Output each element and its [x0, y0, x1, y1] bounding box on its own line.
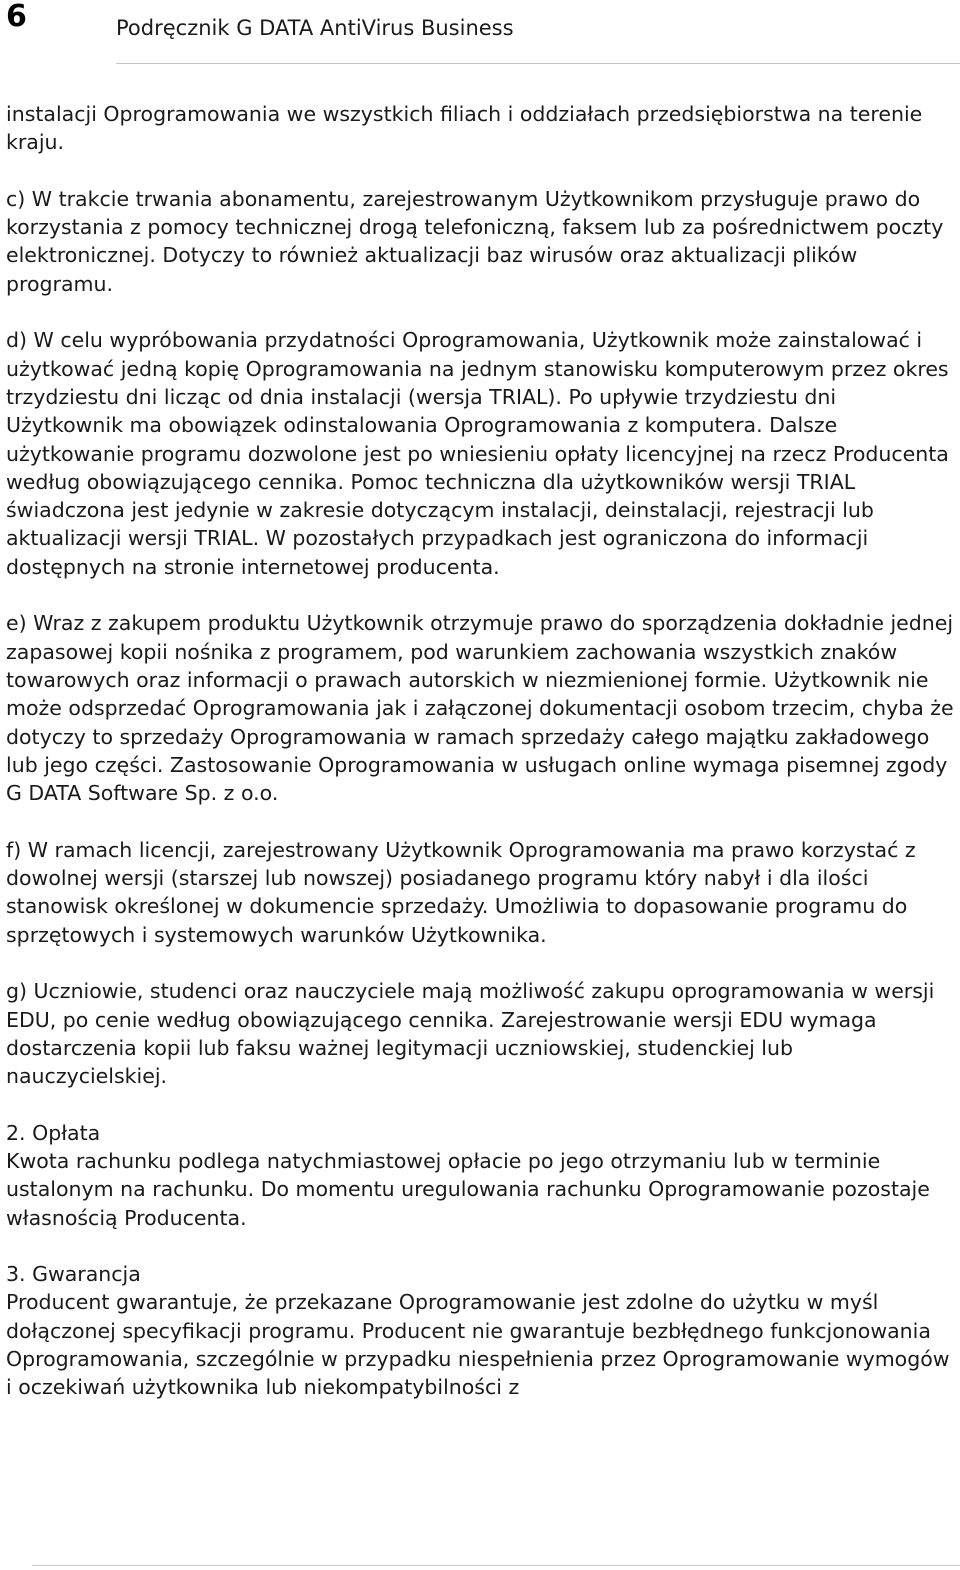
paragraph-continuation: instalacji Oprogramowania we wszystkich filiach i oddziałach przedsiębiorstwa na terenie kraju. — [6, 102, 923, 155]
paragraph-f: f) W ramach licencji, zarejestrowany Użytkownik Oprogramowania ma prawo korzystać z dowolnej wersji (starszej lub nowszej) posiadanego programu który nabył i dla ilości stanowisk określonej w dokumencie sprzedaży. Umożliwia to dopasowanie programu do sprzętowych i systemowych warunków Użytkownika. — [6, 837, 916, 947]
paragraph-d: d) W celu wypróbowania przydatności Oprogramowania, Użytkownik może zainstalować i użytkować jedną kopię Oprogramowania na jednym stanowisku komputerowym przez okres trzydziestu dni licząc od dnia instalacji (wersja TRIAL). Po upływie trzydziestu dni Użytkownik ma obowiązek odinstalowania Oprogramowania z komputera. Dalsze użytkowanie programu dozwolone jest po wniesieniu opłaty licencyjnej na rzecz Producenta według obowiązującego cennika. Pomoc techniczna dla użytkowników wersji TRIAL świadczona jest jedynie w zakresie dotyczącym instalacji, deinstalacji, rejestracji lub aktualizacji wersji TRIAL. W pozostałych przypadkach jest ograniczona do informacji dostępnych na stronie internetowej producenta. — [6, 328, 949, 579]
section-heading: 2. Opłata — [6, 1120, 101, 1145]
paragraph-e: e) Wraz z zakupem produktu Użytkownik otrzymuje prawo do sporządzenia dokładnie jednej zapasowej kopii nośnika z programem, pod warunkiem zachowania wszystkich znaków towarowych oraz informacji o prawach autorskich w niezmienionej formie. Użytkownik nie może odsprzedać Oprogramowania jak i załączonej dokumentacji osobom trzecim, chyba że dotyczy to sprzedaży Oprogramowania w ramach sprzedaży całego majątku zakładowego lub jego części. Zastosowanie Oprogramowania w usługach online wymaga pisemnej zgody G DATA Software Sp. z o.o. — [6, 611, 954, 806]
section-body: Producent gwarantuje, że przekazane Oprogramowanie jest zdolne do użytku w myśl dołączonej specyfikacji programu. Producent nie gwarantuje bezbłędnego funkcjonowania Oprogramowania, szczególnie w przypadku niespełnienia przez Oprogramowanie wymogów i oczekiwań użytkownika lub niekompatybilności z — [6, 1290, 950, 1400]
section-body: Kwota rachunku podlega natychmiastowej opłacie po jego otrzymaniu lub w terminie ustalonym na rachunku. Do momentu uregulowania rachunku Oprogramowanie pozostaje własnością Producenta. — [6, 1148, 930, 1230]
section-heading: 3. Gwarancja — [6, 1262, 141, 1287]
section-oplata — [6, 1119, 958, 1232]
page-number: 6 — [6, 0, 27, 34]
paragraph-c: c) W trakcie trwania abonamentu, zarejestrowanym Użytkownikom przysługuje prawo do korzystania z pomocy technicznej drogą telefoniczną, faksem lub za pośrednictwem poczty elektronicznej. Dotyczy to również aktualizacji baz wirusów oraz aktualizacji plików programu. — [6, 186, 944, 296]
document-body — [6, 100, 958, 1430]
running-title: Podręcznik G DATA AntiVirus Business — [116, 16, 514, 40]
section-gwarancja — [6, 1260, 958, 1401]
paragraph-g: g) Uczniowie, studenci oraz nauczyciele mają możliwość zakupu oprogramowania w wersji EDU, po cenie według obowiązującego cennika. Zarejestrowanie wersji EDU wymaga dostarczenia kopii lub faksu ważnej legitymacji uczniowskiej, studenckiej lub nauczycielskiej. — [6, 979, 935, 1089]
footer-divider — [32, 1565, 960, 1566]
header-divider — [116, 63, 960, 64]
